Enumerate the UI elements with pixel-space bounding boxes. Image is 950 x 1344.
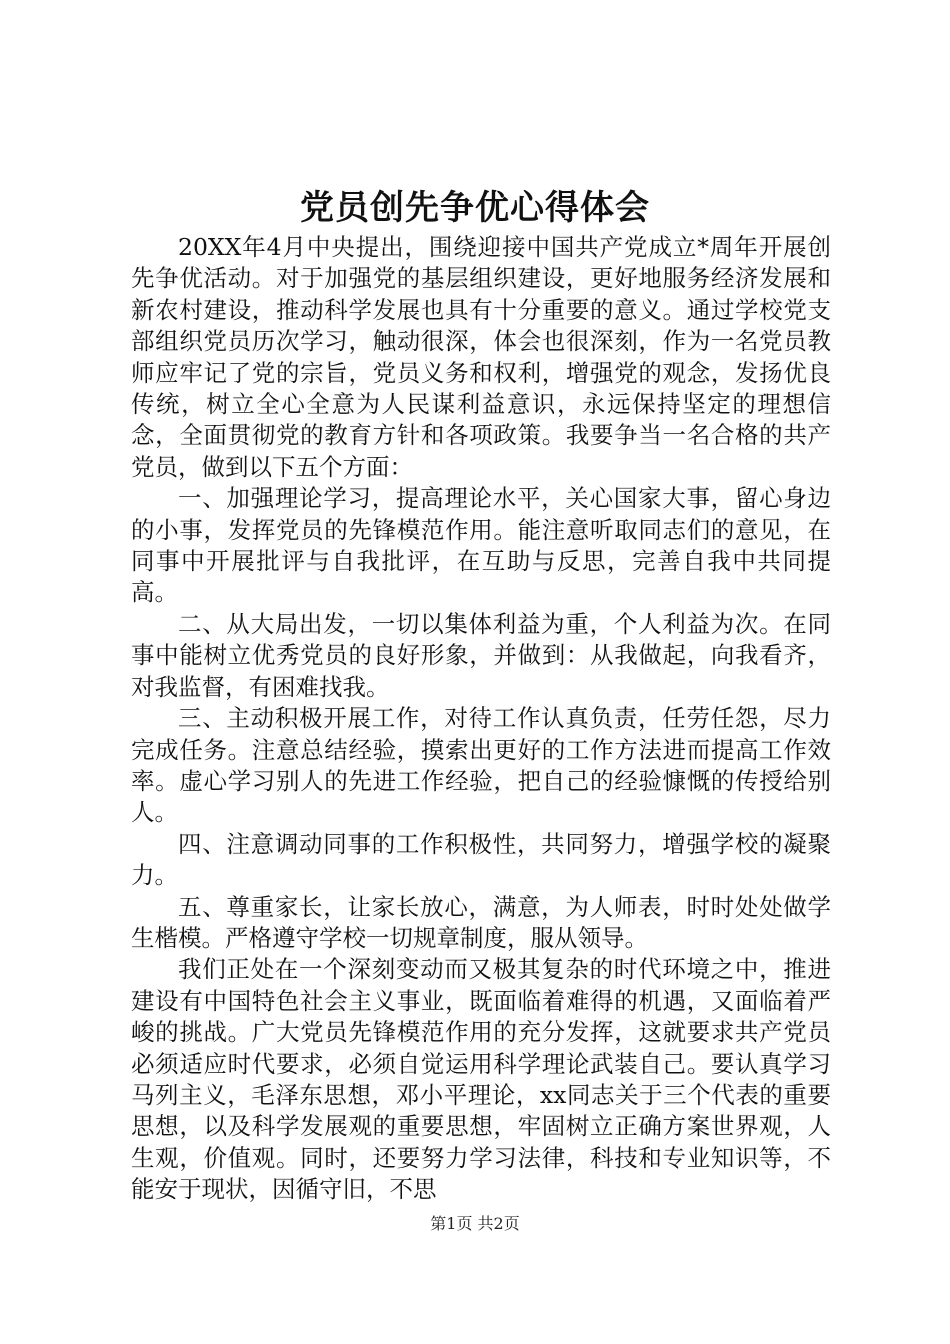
document-title: 党员创先争优心得体会 — [300, 188, 650, 228]
paragraph-point-5: 五、尊重家长，让家长放心，满意，为人师表，时时处处做学生楷模。严格遵守学校一切规章制度，服从领导。 — [131, 892, 831, 952]
paragraph-point-2: 二、从大局出发，一切以集体利益为重，个人利益为次。在同事中能树立优秀党员的良好形象，并做到：从我做起，向我看齐，对我监督，有困难找我。 — [131, 609, 831, 701]
paragraph-intro: 20XX年4月中央提出，围绕迎接中国共产党成立*周年开展创先争优活动。对于加强党的基层组织建设，更好地服务经济发展和新农村建设，推动科学发展也具有十分重要的意义。通过学校党支部组织党员历次学习，触动很深，体会也很深刻，作为一名党员教师应牢记了党的宗旨，党员义务和权利，增强党的观念，发扬优良传统，树立全心全意为人民谋利益意识，永远保持坚定的理想信念，全面贯彻党的教育方针和各项政策。我要争当一名合格的共产党员，做到以下五个方面： — [131, 233, 831, 481]
paragraph-conclusion: 我们正处在一个深刻变动而又极其复杂的时代环境之中，推进建设有中国特色社会主义事业，既面临着难得的机遇，又面临着严峻的挑战。广大党员先锋模范作用的充分发挥，这就要求共产党员必须适应时代要求，必须自觉运用科学理论武装自己。要认真学习马列主义，毛泽东思想，邓小平理论，xx同志关于三个代表的重要思想，以及科学发展观的重要思想，牢固树立正确方案世界观，人生观，价值观。同时，还要努力学习法律，科技和专业知识等，不能安于现状，因循守旧，不思 — [131, 955, 831, 1204]
paragraph-point-1: 一、加强理论学习，提高理论水平，关心国家大事，留心身边的小事，发挥党员的先锋模范作用。能注意听取同志们的意见，在同事中开展批评与自我批评，在互助与反思，完善自我中共同提高。 — [131, 484, 831, 607]
document-body — [131, 232, 831, 1206]
paragraph-point-3: 三、主动积极开展工作，对待工作认真负责，任劳任怨，尽力完成任务。注意总结经验，摸索出更好的工作方法进而提高工作效率。虚心学习别人的先进工作经验，把自己的经验慷慨的传授给别人。 — [131, 704, 831, 827]
paragraph-point-4: 四、注意调动同事的工作积极性，共同努力，增强学校的凝聚力。 — [131, 829, 831, 890]
page-number-footer: 第1页 共2页 — [430, 1214, 520, 1233]
